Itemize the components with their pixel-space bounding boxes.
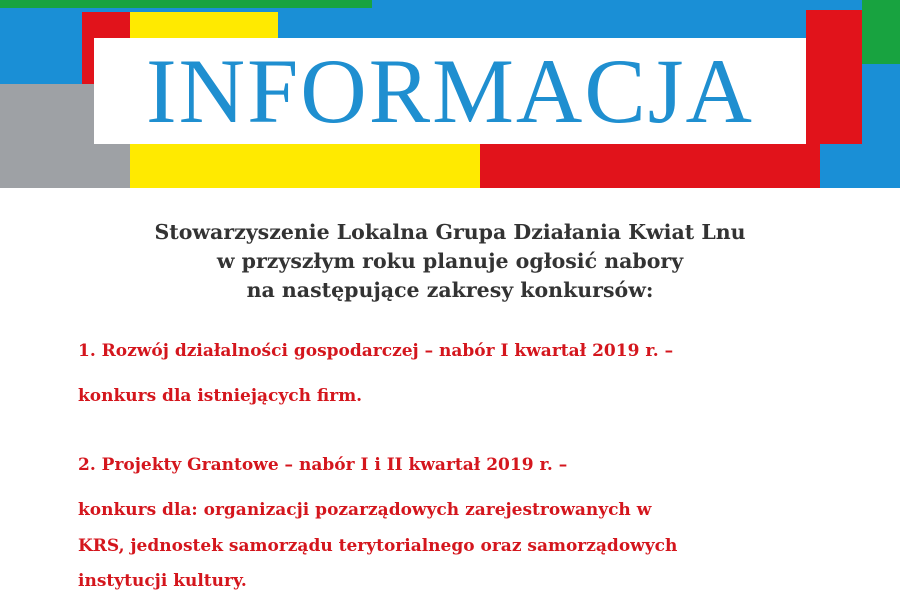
item-2-line-4: instytucji kultury. [78,571,247,591]
item-1-line-1: 1. Rozwój działalności gospodarczej – nabór I kwartał 2019 r. – [78,341,674,361]
item-2-line-3: KRS, jednostek samorządu terytorialnego oraz samorządowych [78,536,678,556]
red-block-right [806,10,862,144]
intro-line: w przyszłym roku planuje ogłosić nabory [216,249,684,273]
item-2-line-2: konkurs dla: organizacji pozarządowych zarejestrowanych w [78,500,652,520]
intro-line: Stowarzyszenie Lokalna Grupa Działania Kwiat Lnu [154,220,746,244]
green-block-top-left [0,0,372,8]
header-banner [0,0,900,188]
yellow-block-bottom [130,144,480,188]
page-title: INFORMACJA [146,40,754,142]
intro-text [0,218,900,305]
green-block-top-right [862,0,900,64]
red-block-bottom [480,144,820,188]
item-2-line-1: 2. Projekty Grantowe – nabór I i II kwartał 2019 r. – [78,455,568,475]
yellow-block-top [130,12,278,38]
title-box [94,38,806,144]
item-1-line-2: konkurs dla istniejących firm. [78,386,363,406]
intro-line: na następujące zakresy konkursów: [246,278,654,302]
